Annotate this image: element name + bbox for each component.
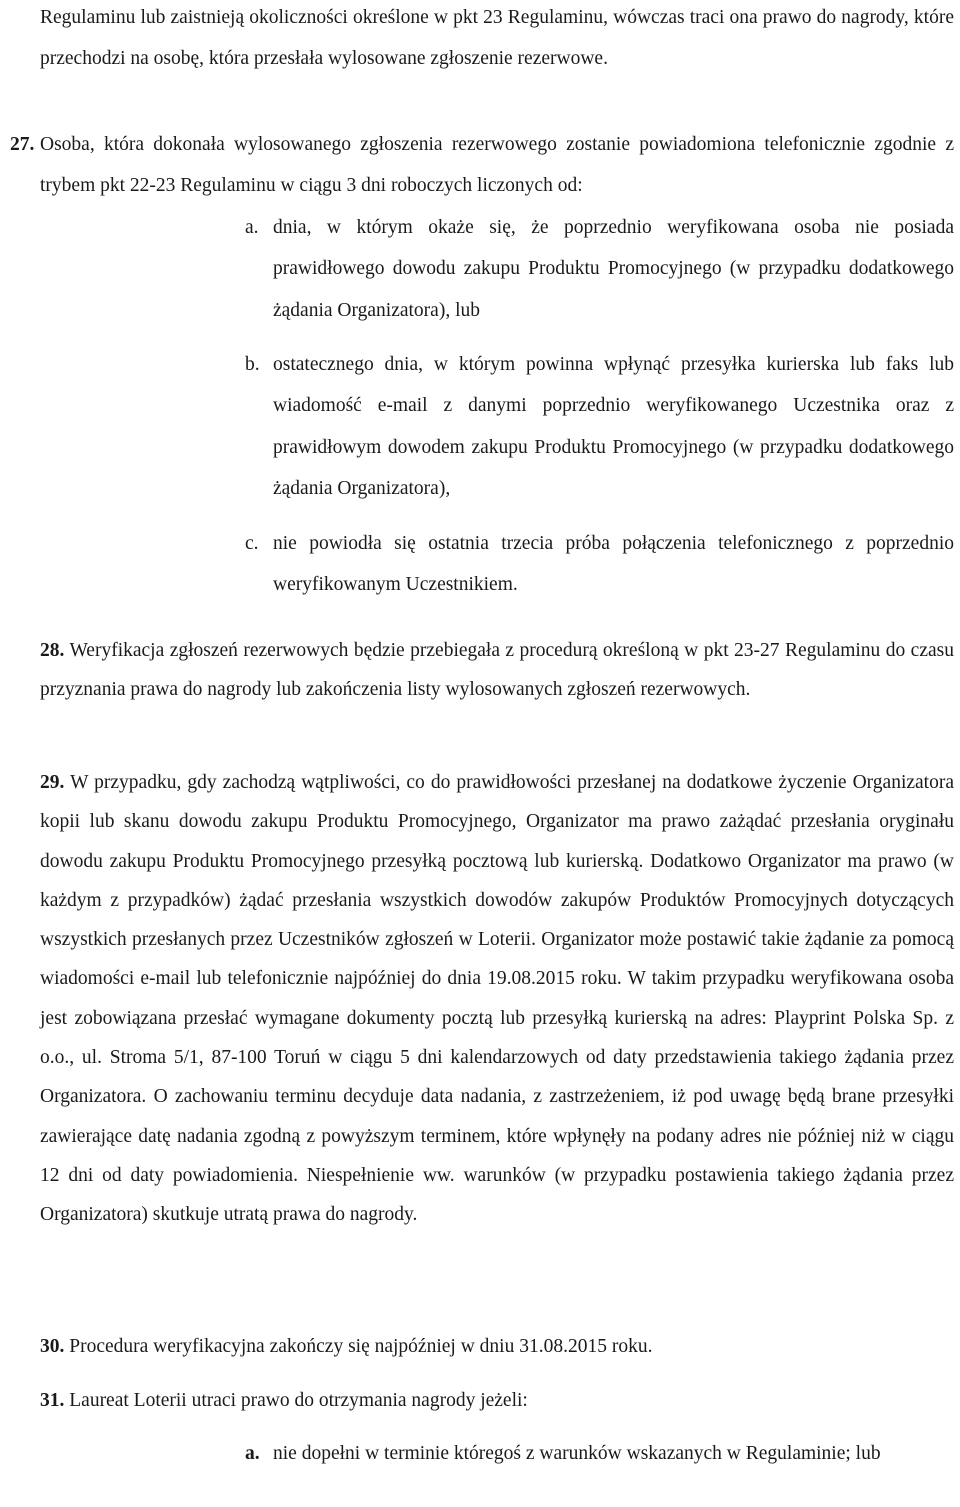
paragraph-29-text: W przypadku, gdy zachodzą wątpliwości, co do prawidłowości przesłanej na dodatkowe życzenie Organizatora kopii lub skanu dowodu zakupu Produktu Promocyjnego, Organizator ma prawo zażądać przesłania oryginału dowodu zakupu Produktu Promocyjnego przesyłką pocztową lub kurierską. Dodatkowo Organizator ma prawo (w każdym z przypadków) żądać przesłania wszystkich dowodów zakupów Produktów Promocyjnych dotyczących wszystkich przesłanych przez Uczestników zgłoszeń w Loterii. Organizator może postawić takie żądanie za pomocą wiadomości e-mail lub telefonicznie najpóźniej do dnia 19.08.2015 roku. W takim przypadku weryfikowana osoba jest zobowiązana przesłać wymagane dokumenty pocztą lub przesyłką kurierską na adres: Playprint Polska Sp. z o.o., ul. Stroma 5/1, 87-100 Toruń w ciągu 5 dni kalendarzowych od daty przedstawienia takiego żądania przez Organizatora. O zachowaniu terminu decyduje data nadania, z zastrzeżeniem, iż pod uwagę będą brane przesyłki zawierające datę nadania zgodną z powyższym terminem, które wpłynęły na podany adres nie później niż w ciągu 12 dni od daty powiadomienia. Niespełnienie ww. warunków (w przypadku postawienia takiego żądania przez Organizatora) skutkuje utratą prawa do nagrody. bbox=[40, 772, 954, 1226]
paragraph-28 bbox=[40, 631, 954, 710]
paragraph-27 bbox=[10, 124, 954, 207]
intro-paragraph bbox=[40, 0, 954, 80]
paragraph-31 bbox=[40, 1381, 954, 1420]
paragraph-27-text: Osoba, która dokonała wylosowanego zgłoszenia rezerwowego zostanie powiadomiona telefonicznie zgodnie z trybem pkt 22-23 Regulaminu w ciągu 3 dni roboczych liczonych od: bbox=[40, 134, 954, 197]
paragraph-27-item-a bbox=[245, 207, 954, 331]
paragraph-27-number: 27. bbox=[10, 134, 35, 155]
paragraph-27-item-c bbox=[245, 523, 954, 606]
paragraph-31-text: Laureat Loterii utraci prawo do otrzymania nagrody jeżeli: bbox=[69, 1390, 528, 1411]
paragraph-27-item-c-text: nie powiodła się ostatnia trzecia próba połączenia telefonicznego z poprzednio weryfikowanym Uczestnikiem. bbox=[273, 533, 954, 596]
paragraph-31-number: 31. bbox=[40, 1390, 65, 1411]
paragraph-30-text: Procedura weryfikacyjna zakończy się najpóźniej w dniu 31.08.2015 roku. bbox=[69, 1336, 653, 1357]
paragraph-27-item-b-text: ostatecznego dnia, w którym powinna wpłynąć przesyłka kurierska lub faks lub wiadomość e-mail z danymi poprzednio weryfikowanego Uczestnika oraz z prawidłowym dowodem zakupu Produktu Promocyjnego (w przypadku dodatkowego żądania Organizatora), bbox=[273, 354, 954, 499]
paragraph-27-item-b-letter: b. bbox=[245, 354, 260, 375]
paragraph-27-item-b bbox=[245, 344, 954, 509]
paragraph-29-number: 29. bbox=[40, 772, 65, 793]
paragraph-31-item-a-letter: a. bbox=[245, 1443, 260, 1464]
paragraph-31-item-a bbox=[245, 1434, 954, 1473]
paragraph-27-item-c-letter: c. bbox=[245, 533, 259, 554]
paragraph-27-item-a-text: dnia, w którym okaże się, że poprzednio weryfikowana osoba nie posiada prawidłowego dowodu zakupu Produktu Promocyjnego (w przypadku dodatkowego żądania Organizatora), lub bbox=[273, 217, 954, 321]
paragraph-27-item-a-letter: a. bbox=[245, 217, 259, 238]
intro-text: Regulaminu lub zaistnieją okoliczności określone w pkt 23 Regulaminu, wówczas traci ona prawo do nagrody, które przechodzi na osobę, która przesłała wylosowane zgłoszenie rezerwowe. bbox=[40, 7, 954, 70]
paragraph-28-text: Weryfikacja zgłoszeń rezerwowych będzie przebiegała z procedurą określoną w pkt 23-27 Regulaminu do czasu przyznania prawa do nagrody lub zakończenia listy wylosowanych zgłoszeń rezerwowych. bbox=[40, 640, 954, 701]
paragraph-30-number: 30. bbox=[40, 1336, 65, 1357]
paragraph-31-item-a-text: nie dopełni w terminie któregoś z warunków wskazanych w Regulaminie; lub bbox=[273, 1443, 881, 1464]
paragraph-29 bbox=[40, 763, 954, 1235]
paragraph-30 bbox=[40, 1327, 954, 1366]
paragraph-28-number: 28. bbox=[40, 640, 65, 661]
